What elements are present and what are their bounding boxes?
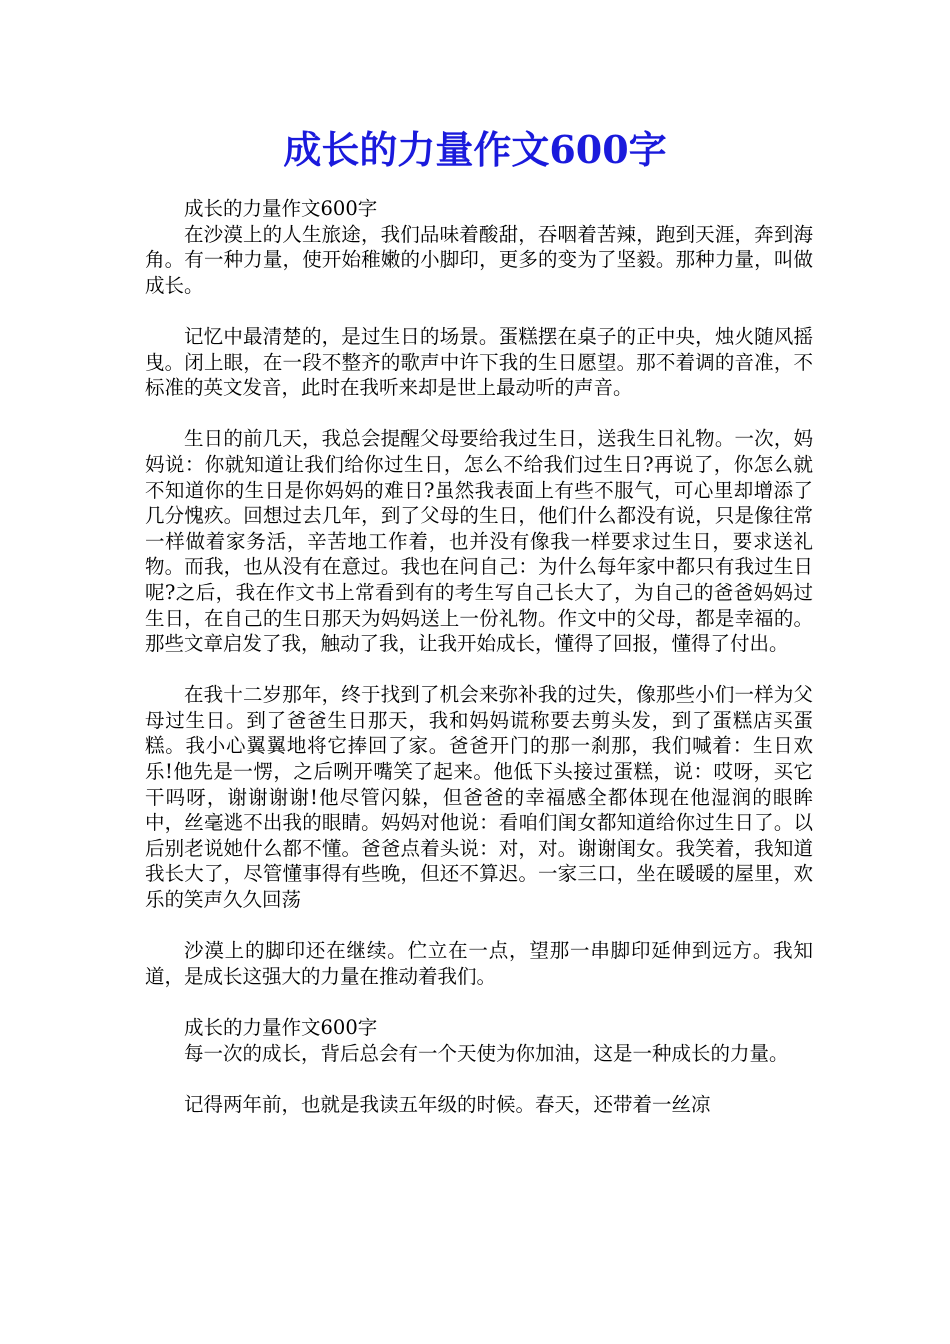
paragraph: 沙漠上的脚印还在继续。伫立在一点，望那一串脚印延伸到远方。我知道，是成长这强大的力量在推动着我们。 xyxy=(145,939,813,988)
page-title: 成长的力量作文600字 xyxy=(283,127,667,172)
paragraph: 生日的前几天，我总会提醒父母要给我过生日，送我生日礼物。一次，妈妈说：你就知道让我们给你过生日，怎么不给我们过生日?再说了，你怎么就不知道你的生日是你妈妈的难日?虽然我表面上有些不服气，可心里却增添了几分愧疚。回想过去几年，到了父母的生日，他们什么都没有说，只是像往常一样做着家务活，辛苦地工作着，也并没有像我一样要求过生日，要求送礼物。而我，也从没有在意过。我也在问自己：为什么每年家中都只有我过生日呢?之后，我在作文书上常看到有的考生写自己长大了，为自己的爸爸妈妈过生日，在自己的生日那天为妈妈送上一份礼物。作文中的父母，都是幸福的。那些文章启发了我，触动了我，让我开始成长，懂得了回报，懂得了付出。 xyxy=(145,427,813,656)
paragraph-subtitle: 成长的力量作文600字 xyxy=(184,197,378,220)
paragraph: 记得两年前，也就是我读五年级的时候。春天，还带着一丝凉 xyxy=(184,1092,711,1116)
paragraph: 每一次的成长，背后总会有一个天使为你加油，这是一种成长的力量。 xyxy=(184,1041,789,1065)
paragraph: 在沙漠上的人生旅途，我们品味着酸甜，吞咽着苦辣，跑到天涯，奔到海角。有一种力量，使开始稚嫩的小脚印，更多的变为了坚毅。那种力量，叫做成长。 xyxy=(145,222,813,297)
paragraph-subtitle: 成长的力量作文600字 xyxy=(184,1016,378,1039)
article-body xyxy=(145,196,813,1117)
paragraph: 在我十二岁那年，终于找到了机会来弥补我的过失，像那些小们一样为父母过生日。到了爸爸生日那天，我和妈妈谎称要去剪头发，到了蛋糕店买蛋糕。我小心翼翼地将它捧回了家。爸爸开门的那一刹那，我们喊着：生日欢乐!他先是一愣，之后咧开嘴笑了起来。他低下头接过蛋糕，说：哎呀，买它干吗呀，谢谢谢谢!他尽管闪躲，但爸爸的幸福感全都体现在他湿润的眼眸中，丝毫逃不出我的眼睛。妈妈对他说：看咱们闺女都知道给你过生日了。以后别老说她什么都不懂。爸爸点着头说：对，对。谢谢闺女。我笑着，我知道我长大了，尽管懂事得有些晚，但还不算迟。一家三口，坐在暖暖的屋里，欢乐的笑声久久回荡 xyxy=(145,683,813,912)
paragraph: 记忆中最清楚的，是过生日的场景。蛋糕摆在桌子的正中央，烛火随风摇曳。闭上眼，在一段不整齐的歌声中许下我的生日愿望。那不着调的音准，不标准的英文发音，此时在我听来却是世上最动听的声音。 xyxy=(145,324,813,400)
